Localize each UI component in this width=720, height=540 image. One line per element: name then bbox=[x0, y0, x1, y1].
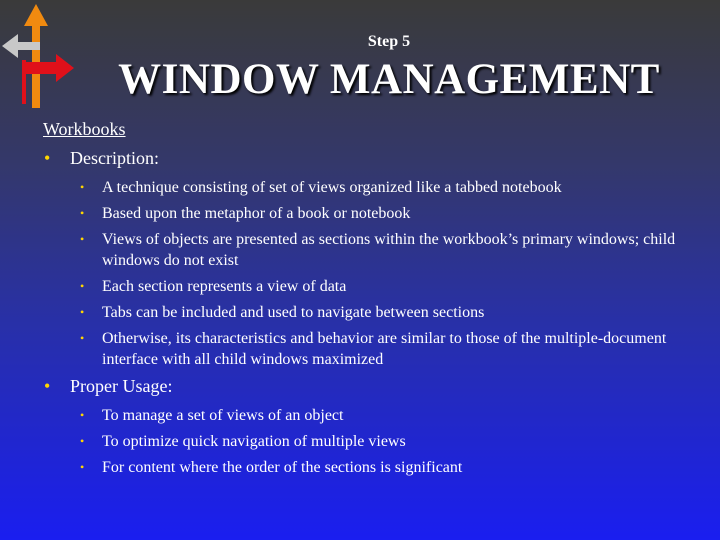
list-item: • Tabs can be included and used to navigate between sections bbox=[80, 304, 485, 321]
bullet-icon: • bbox=[80, 331, 85, 345]
list-item: • A technique consisting of set of views organized like a tabbed notebook bbox=[80, 179, 562, 196]
usage-label: Proper Usage: bbox=[70, 376, 173, 396]
usage-list bbox=[80, 405, 680, 483]
bullet-icon: • bbox=[80, 460, 85, 474]
bullet-icon: • bbox=[80, 206, 85, 220]
step-label: Step 5 bbox=[367, 33, 411, 50]
description-section bbox=[44, 148, 159, 169]
bullet-icon: • bbox=[80, 279, 85, 293]
list-item: • To manage a set of views of an object bbox=[80, 407, 344, 424]
bullet-icon: • bbox=[80, 232, 85, 246]
slide-title: WINDOW MANAGEMENT bbox=[118, 56, 660, 103]
list-item: • Views of objects are presented as sections within the workbook’s primary windows; child windows do not exist bbox=[80, 231, 676, 269]
bullet-icon: • bbox=[44, 148, 51, 168]
bullet-icon: • bbox=[80, 408, 85, 422]
description-list bbox=[80, 177, 680, 375]
bullet-icon: • bbox=[80, 305, 85, 319]
list-item: • For content where the order of the sections is significant bbox=[80, 459, 463, 476]
section-heading: Workbooks bbox=[43, 119, 126, 139]
bullet-icon: • bbox=[80, 434, 85, 448]
usage-section bbox=[44, 376, 172, 397]
list-item: • Each section represents a view of data bbox=[80, 278, 347, 295]
list-item: • Based upon the metaphor of a book or notebook bbox=[80, 205, 411, 222]
list-item: • Otherwise, its characteristics and behavior are similar to those of the multiple-document interface with all child windows maximized bbox=[80, 330, 667, 368]
bullet-icon: • bbox=[44, 376, 51, 396]
list-item: • To optimize quick navigation of multiple views bbox=[80, 433, 406, 450]
description-label: Description: bbox=[70, 148, 159, 168]
bullet-icon: • bbox=[80, 180, 85, 194]
